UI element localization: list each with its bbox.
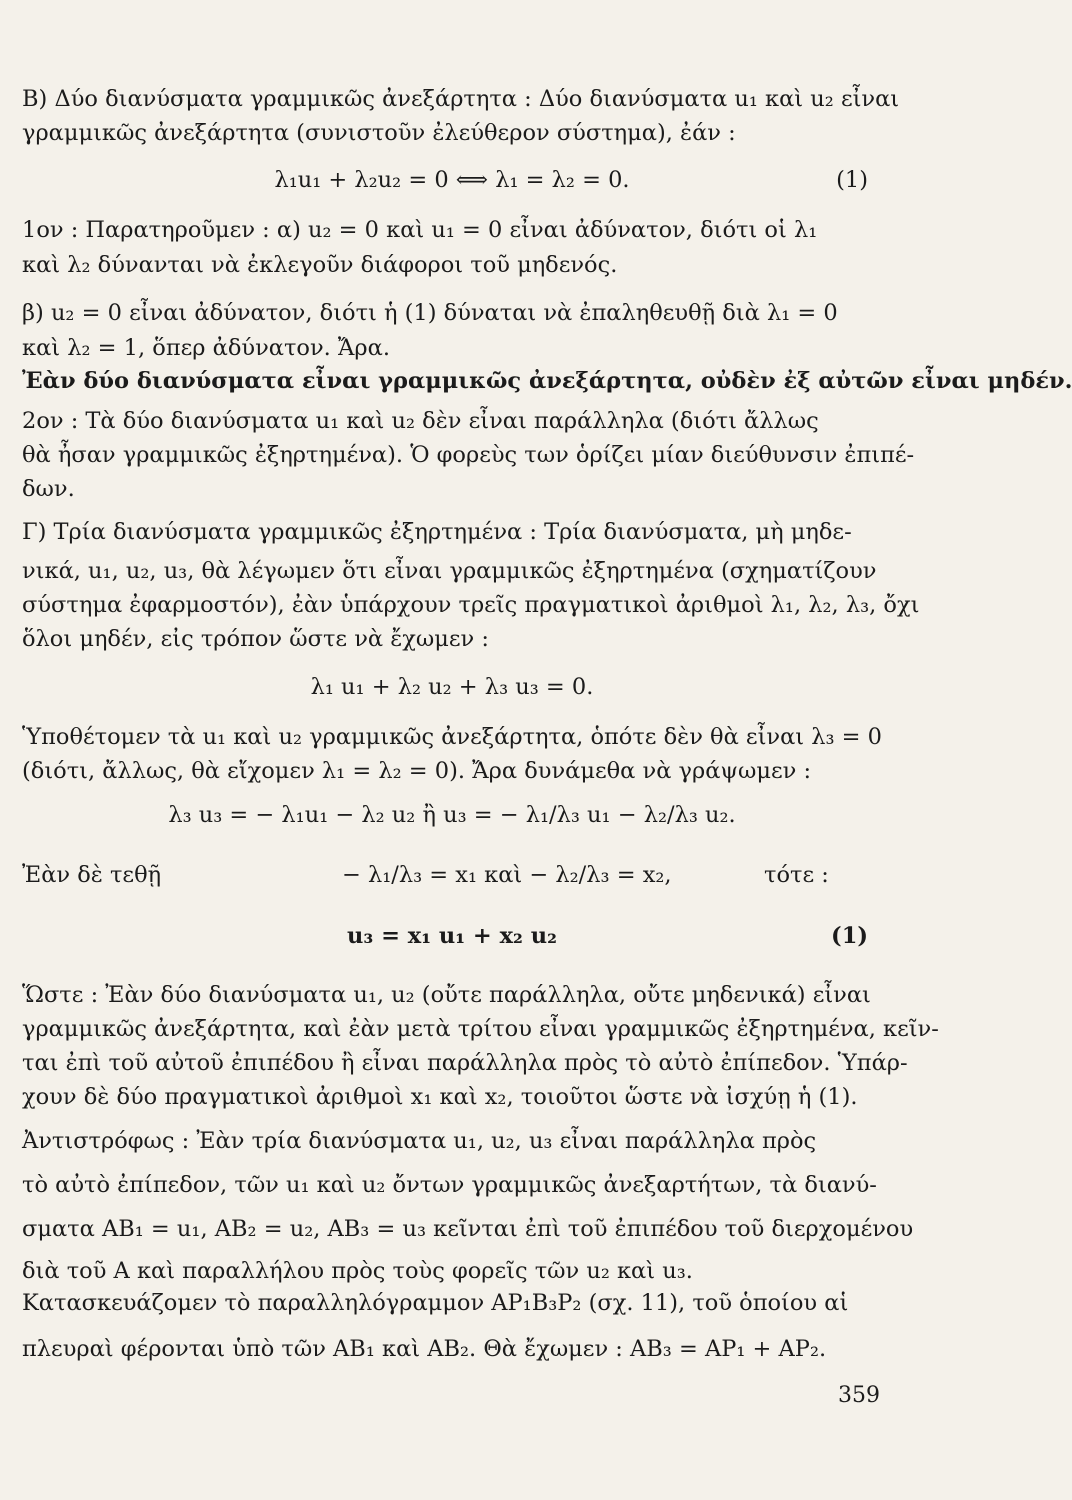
text-line: ται ἐπὶ τοῦ αὐτοῦ ἐπιπέδου ἢ εἶναι παράλληλα πρὸς τὸ αὐτὸ ἐπίπεδον. Ὑπάρ- — [22, 1050, 908, 1076]
text-line: Ὑποθέτομεν τὰ u₁ καὶ u₂ γραμμικῶς ἀνεξάρτητα, ὁπότε δὲν θὰ εἶναι λ₃ = 0 — [22, 724, 882, 750]
text-line: γραμμικῶς ἀνεξάρτητα, καὶ ἐὰν μετὰ τρίτου εἶναι γραμμικῶς ἐξηρτημένα, κεῖν- — [22, 1016, 939, 1042]
definition-lead: Ἐὰν δὲ τεθῇ — [22, 862, 162, 888]
text-line: (διότι, ἄλλως, θὰ εἴχομεν λ₁ = λ₂ = 0). Ἄρα δυνάμεθα νὰ γράψωμεν : — [22, 758, 812, 784]
equation-1 — [22, 165, 882, 195]
text-line: σματα AB₁ = u₁, AB₂ = u₂, AB₃ = u₃ κεῖνται ἐπὶ τοῦ ἐπιπέδου τοῦ διερχομένου — [22, 1216, 914, 1242]
text-line: καὶ λ₂ = 1, ὅπερ ἀδύνατον. Ἄρα. — [22, 335, 391, 361]
text-line: καὶ λ₂ δύνανται νὰ ἐκλεγοῦν διάφοροι τοῦ μηδενός. — [22, 252, 618, 278]
text-line: γραμμικῶς ἀνεξάρτητα (συνιστοῦν ἐλεύθερον σύστημα), ἐάν : — [22, 120, 736, 146]
text-line: 1ον : Παρατηροῦμεν : α) u₂ = 0 καὶ u₁ = 0 εἶναι ἀδύνατον, διότι οἱ λ₁ — [22, 217, 818, 243]
bold-statement: Ἐὰν δύο διανύσματα εἶναι γραμμικῶς ἀνεξάρτητα, οὐδὲν ἐξ αὐτῶν εἶναι μηδέν. — [22, 368, 1072, 394]
text-line: δων. — [22, 476, 75, 502]
text-line: σύστημα ἐφαρμοστόν), ἐὰν ὑπάρχουν τρεῖς πραγματικοὶ ἀριθμοὶ λ₁, λ₂, λ₃, ὄχι — [22, 592, 920, 618]
equation-4 — [22, 921, 882, 951]
text-line: χουν δὲ δύο πραγματικοὶ ἀριθμοὶ x₁ καὶ x₂, τοιοῦτοι ὥστε νὰ ἰσχύῃ ἡ (1). — [22, 1084, 858, 1110]
definition-formula: − λ₁/λ₃ = x₁ καὶ − λ₂/λ₃ = x₂, — [342, 862, 672, 888]
text-line: Κατασκευάζομεν τὸ παραλληλόγραμμον AP₁B₃P₂ (σχ. 11), τοῦ ὁποίου αἱ — [22, 1290, 849, 1316]
text-line: Ὥστε : Ἐὰν δύο διανύσματα u₁, u₂ (οὔτε παράλληλα, οὔτε μηδενικά) εἶναι — [22, 982, 871, 1008]
equation-text: u₃ = x₁ u₁ + x₂ u₂ — [347, 923, 557, 949]
text-line: θὰ ἦσαν γραμμικῶς ἐξηρτημένα). Ὁ φορεὺς των ὁρίζει μίαν διεύθυνσιν ἐπιπέ- — [22, 442, 915, 468]
text-line: τὸ αὐτὸ ἐπίπεδον, τῶν u₁ καὶ u₂ ὄντων γραμμικῶς ἀνεξαρτήτων, τὰ διανύ- — [22, 1172, 877, 1198]
equation-3: λ₃ u₃ = − λ₁u₁ − λ₂ u₂ ἢ u₃ = − λ₁/λ₃ u₁ − λ₂/λ₃ u₂. — [168, 802, 736, 828]
equation-number: (1) — [831, 923, 868, 949]
definition-tail: τότε : — [764, 862, 829, 888]
text-line: πλευραὶ φέρονται ὑπὸ τῶν AB₁ καὶ AB₂. Θὰ ἔχωμεν : AB₃ = AP₁ + AP₂. — [22, 1336, 827, 1362]
text-line: β) u₂ = 0 εἶναι ἀδύνατον, διότι ἡ (1) δύναται νὰ ἐπαληθευθῇ διὰ λ₁ = 0 — [22, 300, 838, 326]
text-line: νικά, u₁, u₂, u₃, θὰ λέγωμεν ὅτι εἶναι γραμμικῶς ἐξηρτημένα (σχηματίζουν — [22, 558, 877, 584]
page-number: 359 — [838, 1383, 880, 1408]
text-line: B) Δύο διανύσματα γραμμικῶς ἀνεξάρτητα : Δύο διανύσματα u₁ καὶ u₂ εἶναι — [22, 86, 900, 112]
equation-text: λ₁u₁ + λ₂u₂ = 0 ⟺ λ₁ = λ₂ = 0. — [274, 167, 630, 193]
equation-2: λ₁ u₁ + λ₂ u₂ + λ₃ u₃ = 0. — [310, 674, 594, 700]
text-line: ὅλοι μηδέν, εἰς τρόπον ὥστε νὰ ἔχωμεν : — [22, 626, 489, 652]
text-line: 2ον : Τὰ δύο διανύσματα u₁ καὶ u₂ δὲν εἶναι παράλληλα (διότι ἄλλως — [22, 408, 819, 434]
definition-line — [22, 860, 882, 890]
equation-number: (1) — [836, 167, 868, 193]
text-line: διὰ τοῦ A καὶ παραλλήλου πρὸς τοὺς φορεῖς τῶν u₂ καὶ u₃. — [22, 1258, 693, 1284]
section-heading-line: Γ) Τρία διανύσματα γραμμικῶς ἐξηρτημένα : Τρία διανύσματα, μὴ μηδε- — [22, 519, 852, 545]
text-line: Ἀντιστρόφως : Ἐὰν τρία διανύσματα u₁, u₂, u₃ εἶναι παράλληλα πρὸς — [22, 1128, 817, 1154]
